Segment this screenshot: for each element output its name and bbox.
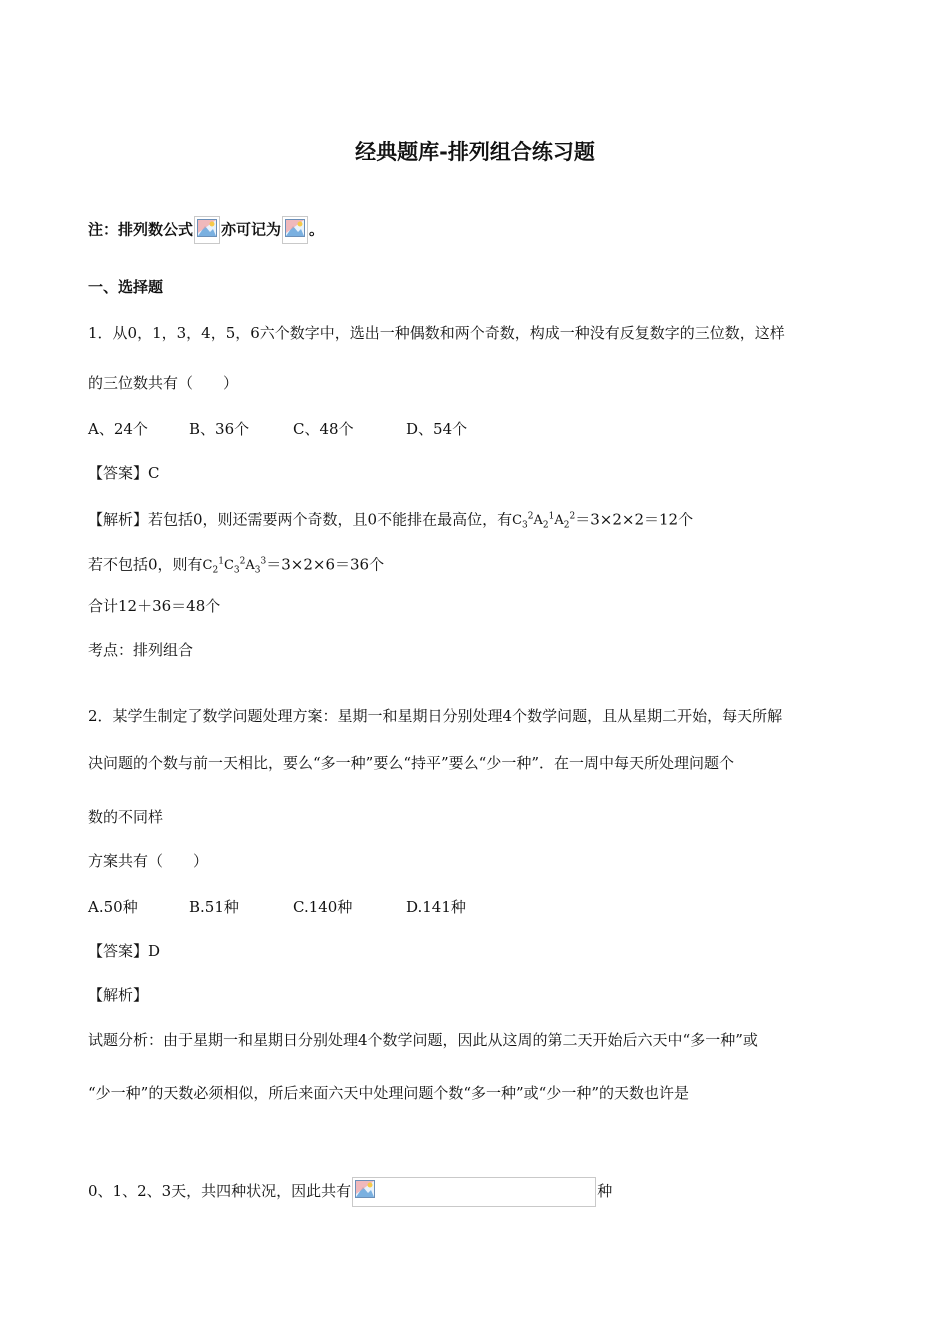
q2-options bbox=[88, 896, 466, 918]
q1-options bbox=[88, 418, 467, 440]
q1-topic: 考点：排列组合 bbox=[88, 641, 194, 659]
q2-analysis-label: 【解析】 bbox=[88, 986, 149, 1004]
broken-image-icon bbox=[282, 216, 308, 244]
q2-analysis-line-2: “少一种”的天数必须相似，所后来面六天中处理问题个数“多一种”或“少一种”的天数也许是 bbox=[88, 1084, 690, 1102]
note-prefix: 注：排列数公式 bbox=[88, 220, 194, 239]
q1-total: 合计12＋36＝48个 bbox=[88, 597, 221, 615]
q1-stem-line-2: 的三位数共有（ ） bbox=[88, 374, 239, 392]
q2-option-c: C.140种 bbox=[293, 898, 353, 916]
q1-case2-text: 若不包括0，则有 bbox=[88, 555, 203, 574]
note-suffix: 。 bbox=[309, 220, 325, 239]
q1-option-c: C、48个 bbox=[293, 420, 354, 438]
section-heading: 一、选择题 bbox=[88, 278, 164, 296]
note-middle: 亦可记为 bbox=[221, 220, 282, 239]
q1-option-a: A、24个 bbox=[88, 420, 148, 438]
q1-case2 bbox=[88, 551, 384, 582]
q1-option-d: D、54个 bbox=[406, 420, 468, 438]
q1-option-b: B、36个 bbox=[189, 420, 250, 438]
q2-analysis-line-3 bbox=[88, 1177, 612, 1207]
q2-stem-line-2: 决问题的个数与前一天相比，要么“多一种”要么“持平”要么“少一种”．在一周中每天所处理问题个 bbox=[88, 754, 735, 772]
q2-option-b: B.51种 bbox=[189, 898, 239, 916]
q1-case2-result: ＝3×2×6＝36个 bbox=[266, 555, 385, 574]
page-title: 经典题库-排列组合练习题 bbox=[355, 140, 595, 164]
note-line bbox=[88, 216, 324, 244]
broken-image-icon bbox=[352, 1177, 596, 1207]
broken-image-icon bbox=[194, 216, 220, 244]
q1-answer: 【答案】C bbox=[88, 464, 160, 482]
q2-analysis-line-3-text: 0、1、2、3天，共四种状况，因此共有 bbox=[88, 1182, 352, 1200]
q2-stem-line-3: 数的不同样 bbox=[88, 808, 164, 826]
q1-stem-line-1: 1．从0，1，3，4，5，6六个数字中，选出一种偶数和两个奇数，构成一种没有反复数字的三位数，这样 bbox=[88, 324, 785, 342]
q1-analysis-result: ＝3×2×2＝12个 bbox=[575, 510, 694, 529]
q2-option-d: D.141种 bbox=[406, 898, 466, 916]
q2-analysis-line-3-suffix: 种 bbox=[597, 1182, 613, 1200]
formula-c32-a21-a22: $C_3^2A_2^1A_2^2$ bbox=[512, 512, 576, 531]
q2-stem-line-4: 方案共有（ ） bbox=[88, 852, 209, 870]
q2-analysis-line-1: 试题分析：由于星期一和星期日分别处理4个数学问题，因此从这周的第二天开始后六天中“多一种”或 bbox=[88, 1031, 758, 1049]
q2-option-a: A.50种 bbox=[88, 898, 138, 916]
q1-analysis-text: 【解析】若包括0，则还需要两个奇数，且0不能排在最高位，有 bbox=[88, 510, 513, 529]
q1-analysis bbox=[88, 506, 693, 537]
q2-stem-line-1: 2．某学生制定了数学问题处理方案：星期一和星期日分别处理4个数学问题，且从星期二开始，每天所解 bbox=[88, 707, 783, 725]
q2-answer: 【答案】D bbox=[88, 942, 161, 960]
formula-c21-c32-a33: $C_2^1C_3^2A_3^3$ bbox=[202, 557, 267, 576]
